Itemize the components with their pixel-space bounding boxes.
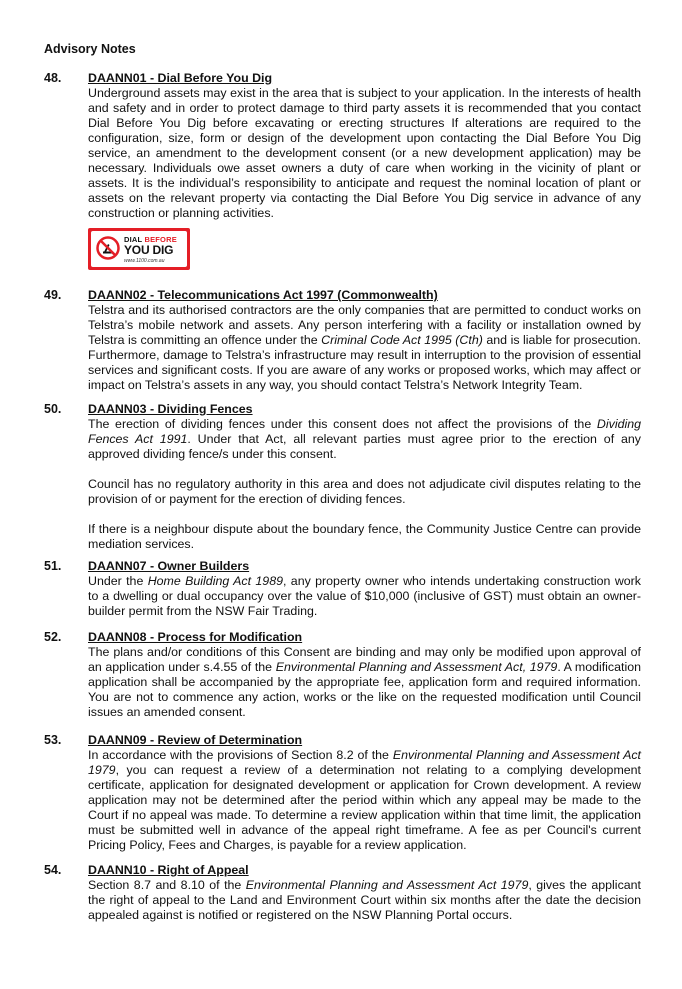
note-body [88,733,641,853]
note-paragraph: The erection of dividing fences under this consent does not affect the provisions of the Dividing Fences Act 1991. Under that Act, all relevant parties must agree prior to the erection of any approved dividing fence/s under this consent. [88,417,641,461]
no-dig-sign-icon [96,236,120,260]
note-body [88,559,641,619]
note-body [88,71,641,221]
note-title: DAANN03 - Dividing Fences [88,402,253,416]
note-number: 50. [44,402,62,416]
note-paragraph: Underground assets may exist in the area that is subject to your application. In the interests of health and safety and in order to protect damage to third party assets it is recommended that you contact Dial Before You Dig before excavating or erecting structures If alterations are required to the configuration, size, form or design of the development upon contacting the Dial Before You Dig service, an amendment to the development consent (or a new development application) may be necessary. Individuals owe asset owners a duty of care when working in the vicinity of plant or assets. It is the individual’s responsibility to anticipate and request the nominal location of plant or assets on the relevant property via contacting the Dial Before You Dig service in advance of any construction or planning activities. [88,86,641,220]
note-number: 53. [44,733,62,747]
note-paragraph: The plans and/or conditions of this Consent are binding and may only be modified upon approval of an application under s.4.55 of the Environmental Planning and Assessment Act, 1979. A modification application shall be accompanied by the appropriate fee, application form and required information. You are not to commence any action, works or the like on the requested modification until Council issues an amended consent. [88,645,641,719]
logo-line-2: YOU DIG [124,243,174,257]
note-paragraph: Under the Home Building Act 1989, any property owner who intends undertaking construction work to a dwelling or dual occupancy over the value of $10,000 (inclusive of GST) must obtain an owner-builder permit from the NSW Fair Trading. [88,574,641,618]
note-paragraph: Telstra and its authorised contractors are the only companies that are permitted to conduct works on Telstra’s mobile network and assets. Any person interfering with a facility or installation owned by Telstra is committing an offence under the Criminal Code Act 1995 (Cth) and is liable for prosecution. Furthermore, damage to Telstra’s infrastructure may result in interruption to the provision of essential services and significant costs. If you are aware of any works or proposed works, which may affect or impact on Telstra’s assets in any way, you should contact Telstra’s Network Integrity Team. [88,303,641,392]
note-body [88,630,641,720]
note-title: DAANN09 - Review of Determination [88,733,303,747]
note-paragraph: Council has no regulatory authority in this area and does not adjudicate civil disputes relating to the provision of or payment for the erection of dividing fences. [88,477,641,506]
note-title: DAANN10 - Right of Appeal [88,863,249,877]
note-number: 54. [44,863,62,877]
note-title: DAANN07 - Owner Builders [88,559,250,573]
note-number: 49. [44,288,62,302]
note-number: 48. [44,71,62,85]
note-title: DAANN08 - Process for Modification [88,630,303,644]
logo-url: www.1100.com.au [124,258,165,264]
note-title: DAANN02 - Telecommunications Act 1997 (Commonwealth) [88,288,438,302]
note-number: 52. [44,630,62,644]
note-number: 51. [44,559,62,573]
note-body [88,402,641,552]
note-paragraph: In accordance with the provisions of Section 8.2 of the Environmental Planning and Assessment Act 1979, you can request a review of a determination not relating to a complying development certificate, application for designated development or application for Crown development. A review application may not be determined after the period within which any appeal may be made to the Court if no appeal was made. To determine a review application within that time limit, the application must be submitted well in advance of the appeal right timeframe. A fee as per Council's current Pricing Policy, Fees and Charges, is payable for a review application. [88,748,641,852]
note-paragraph: Section 8.7 and 8.10 of the Environmental Planning and Assessment Act 1979, gives the applicant the right of appeal to the Land and Environment Court within six months after the date the decision appealed against is notified or registered on the NSW Planning Portal occurs. [88,878,641,922]
page-heading: Advisory Notes [44,42,136,56]
logo-line-1: DIAL BEFORE [124,235,177,244]
note-body [88,288,641,393]
note-title: DAANN01 - Dial Before You Dig [88,71,273,85]
note-body [88,863,641,923]
dial-before-you-dig-logo [88,228,190,270]
note-paragraph: If there is a neighbour dispute about the boundary fence, the Community Justice Centre can provide mediation services. [88,522,641,551]
